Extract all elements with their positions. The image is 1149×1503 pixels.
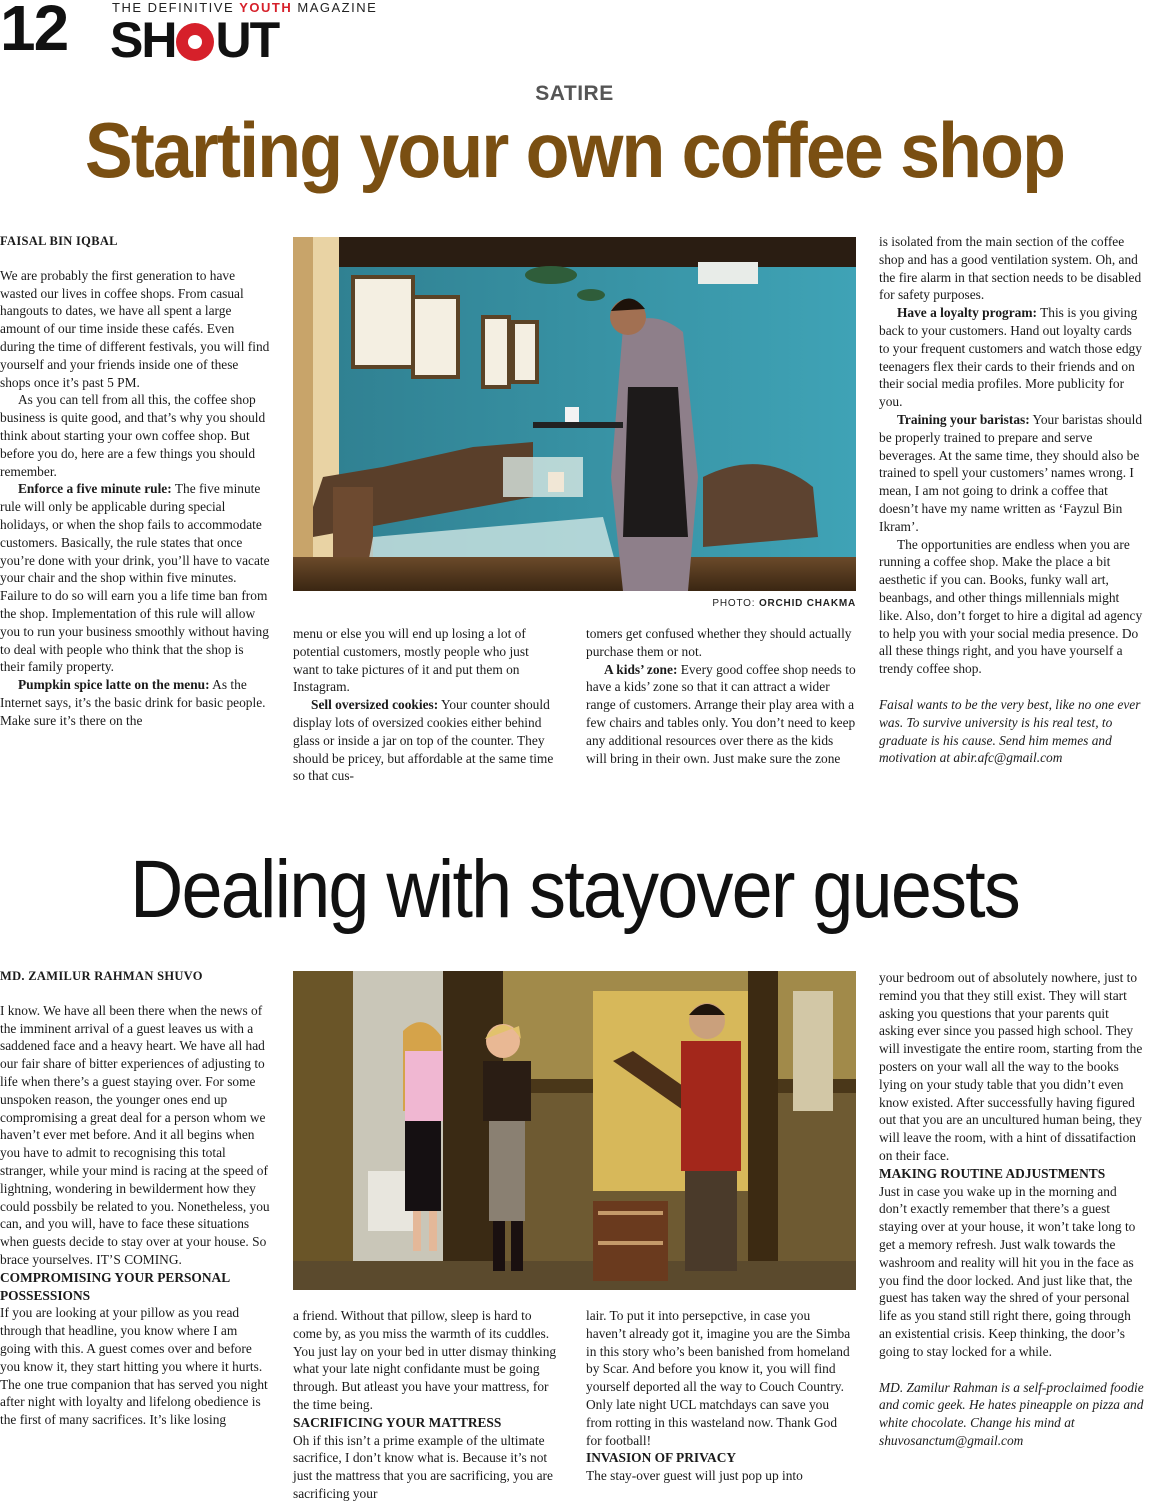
paragraph — [879, 411, 1145, 536]
stayover-guests-photo — [293, 971, 856, 1290]
subhead: MAKING ROUTINE ADJUSTMENTS — [879, 1165, 1106, 1181]
subhead: Have a loyalty program: — [897, 305, 1037, 321]
paragraph: is isolated from the main section of the coffee shop and has a good ventilation system. Oh, and the fire alarm in that section needs to be disabled for safety purposes. — [879, 234, 1142, 303]
paragraph-text: Every good coffee shop needs to have a kids’ zone so that it can attract a wider range of customers. Arrange their play area with a few chairs and tables only. You don’t need to keep any additional resources over there as the kids will bring in their own. Just make sure the zone — [586, 661, 856, 766]
coffee-shop-photo — [293, 237, 856, 591]
paragraph — [293, 696, 555, 785]
tagline-youth: YOUTH — [239, 0, 293, 15]
article1-column-2 — [293, 625, 555, 785]
paragraph: We are probably the first generation to have wasted our lives in coffee shops. From casual hangouts to dates, we have all spent a large amount of our time inside these cafés. Even during the time of different festivals, you will find yourself and your friends inside one of these shops once it’s past 5 PM. — [0, 267, 270, 390]
tagline-post: MAGAZINE — [297, 0, 378, 15]
paragraph: tomers get confused whether they should actually purchase them or not. — [586, 626, 852, 659]
article2-column-4 — [879, 969, 1145, 1450]
paragraph — [879, 304, 1145, 411]
article1-byline: FAISAL BIN IQBAL — [0, 234, 118, 248]
subhead: Sell oversized cookies: — [311, 697, 439, 713]
photo-credit — [700, 598, 856, 609]
paragraph — [586, 661, 856, 768]
paragraph-text: As the Internet says, it’s the basic drink for basic people. Make sure it’s there on the — [0, 677, 266, 728]
paragraph-text: This is you giving back to your customers. Hand out loyalty cards to your frequent customers and watch those edgy teenagers flex their cards to their friends and on their social media profiles. More publicity for you. — [879, 305, 1142, 410]
tagline-pre: THE DEFINITIVE — [112, 0, 235, 15]
paragraph: your bedroom out of absolutely nowhere, just to remind you that they still exist. They will start asking you questions that your parents quit asking ever since you passed high school. They will investigate the entire room, starting from the posters on your wall all the way to the books lying on your study table that you didn’t even know existed. After successfully having figured out that you are an uncultured human being, they will leave the room, with a hint of dissatifaction on their face. — [879, 970, 1143, 1163]
stayover-guests-illustration — [293, 971, 856, 1290]
subhead: Pumpkin spice latte on the menu: — [18, 677, 210, 693]
article1-headline: Starting your own coffee shop — [84, 106, 1065, 194]
page-number: 12 — [0, 0, 68, 64]
shout-logo — [110, 14, 278, 66]
article2-headline: Dealing with stayover guests — [130, 844, 1019, 935]
author-bio: Faisal wants to be the very best, like no one ever was. To survive university is his real test, to graduate is his cause. Send him memes and motivation at abir.afc@gmail.com — [879, 696, 1141, 766]
section-kicker: SATIRE — [535, 82, 614, 105]
photo-credit-name: ORCHID CHAKMA — [758, 598, 856, 609]
paragraph-text: Your baristas should be properly trained to prepare and serve beverages. At the same time, they should also be trained to spell your customers’ names wrong. I mean, I am not going to drink a coffee that doesn’t have my name written as ‘Fayzul Bin Ikram’. — [879, 411, 1143, 534]
article2-byline: MD. ZAMILUR RAHMAN SHUVO — [0, 969, 203, 983]
photo-credit-label: PHOTO: — [712, 598, 756, 609]
subhead: COMPROMISING YOUR PERSONAL POSSESSIONS — [0, 1269, 230, 1303]
subhead: Enforce a five minute rule: — [18, 481, 172, 497]
article2-column-3 — [586, 1307, 852, 1485]
article2-column-1 — [0, 968, 270, 1429]
logo-post: UT — [215, 12, 279, 68]
paragraph: Just in case you wake up in the morning and don’t exactly remember that there’s a guest staying over at your house, it won’t take long to get a memory refresh. Just walk towards the washroom and reality will hit you in the face as you find the door locked. And just like that, the guest has taken way the shred of your personal life as you stand still right there, going through an existential crisis. Keep thinking, the door’s going to stay locked for a while. — [879, 1183, 1136, 1359]
paragraph-text: The five minute rule will only be applicable during special holidays, or when the shop fails to accommodate customers. Basically, the rule states that once you’re done with your drink, you’ll have to vacate your chair and the shop within five minutes. Failure to do so will earn you a life time ban from the shop. Implementation of this rule will allow you to run your business smoothly without having to deal with people who think that the shop is their family property. — [0, 481, 270, 675]
author-bio: MD. Zamilur Rahman is a self-proclaimed foodie and comic geek. He hates pineapple on pizza and white chocolate. Change his mind at shuvosanctum@gmail.com — [879, 1379, 1144, 1448]
article1-column-4 — [879, 233, 1145, 767]
paragraph: Oh if this isn’t a prime example of the ultimate sacrifice, I don’t know what is. Because it’s not just the mattress that you are sacrificing, you are sacrificing your — [293, 1432, 553, 1501]
paragraph: The stay-over guest will just pop up into — [586, 1468, 803, 1484]
paragraph: As you can tell from all this, the coffee shop business is quite good, and that’s why you should think about starting your own coffee shop. But before you do, here are a few things you should remember. — [0, 392, 266, 479]
subhead: Training your baristas: — [897, 411, 1030, 427]
logo-o-icon — [176, 23, 214, 61]
paragraph: menu or else you will end up losing a lot of potential customers, mostly people who just want to take pictures of it and put them on Instagram. — [293, 626, 529, 695]
paragraph: The opportunities are endless when you are running a coffee shop. Make the place a bit aesthetic if you can. Books, funky wall art, beanbags, and other things millennials might like. Also, don’t forget to hire a digital ad agency to help you with your social media presence. Do all these things right, and you have yourself a trendy coffee shop. — [879, 536, 1143, 677]
subhead: A kids’ zone: — [604, 661, 678, 677]
coffee-shop-illustration — [293, 237, 856, 591]
paragraph: I know. We have all been there when the news of the imminent arrival of a guest leaves us with a saddened face and a heavy heart. We have all had our fair share of bitter experiences of adjusting to life when there’s a guest staying over. For some unspoken reason, the younger ones end up compromising a great deal for a person whom we haven’t ever met before. And it all begins when you have to admit to recognising this total stranger, while your mind is racing at the speed of lightning, wondering in bewilderment how they could possbily be related to you. Nonetheless, you can, and you will, have to face these situations when guests decide to stay over at your house. So brace yourselves. IT’S COMING. — [0, 1002, 270, 1267]
paragraph: lair. To put it into persepctive, in case you haven’t already got it, imagine you are the Simba in this story who’s been banished from homeland by Scar. And before you know it, you will find yourself deported all the way to Couch Country. Only late night UCL matchdays can save you from rotting in this wasteland now. Thank God for football! — [586, 1308, 851, 1448]
paragraph-text: Your counter should display lots of oversized cookies either behind glass or inside a jar on top of the counter. They should be pricey, but affordable at the same time so that cus- — [293, 697, 554, 784]
article1-column-3 — [586, 625, 856, 767]
article1-column-1 — [0, 233, 270, 730]
article2-column-2 — [293, 1307, 559, 1503]
paragraph — [0, 676, 270, 729]
subhead: INVASION OF PRIVACY — [586, 1450, 737, 1466]
paragraph: If you are looking at your pillow as you read through that headline, you know where I am going with this. A guest comes over and before you know it, they start hitting you where it hurts. The one true companion that has served you night after night with loyalty and lifelong obedience is the first of many sacrifices. It’s like losing — [0, 1305, 268, 1428]
logo-pre: SH — [110, 12, 176, 68]
paragraph: a friend. Without that pillow, sleep is hard to come by, as you miss the warmth of its cuddles. You just lay on your bed in utter dismay thinking what your late night confidante must be going through. But atleast you have your mattress, for the time being. — [293, 1308, 557, 1412]
subhead: SACRIFICING YOUR MATTRESS — [293, 1414, 502, 1430]
paragraph — [0, 480, 270, 676]
